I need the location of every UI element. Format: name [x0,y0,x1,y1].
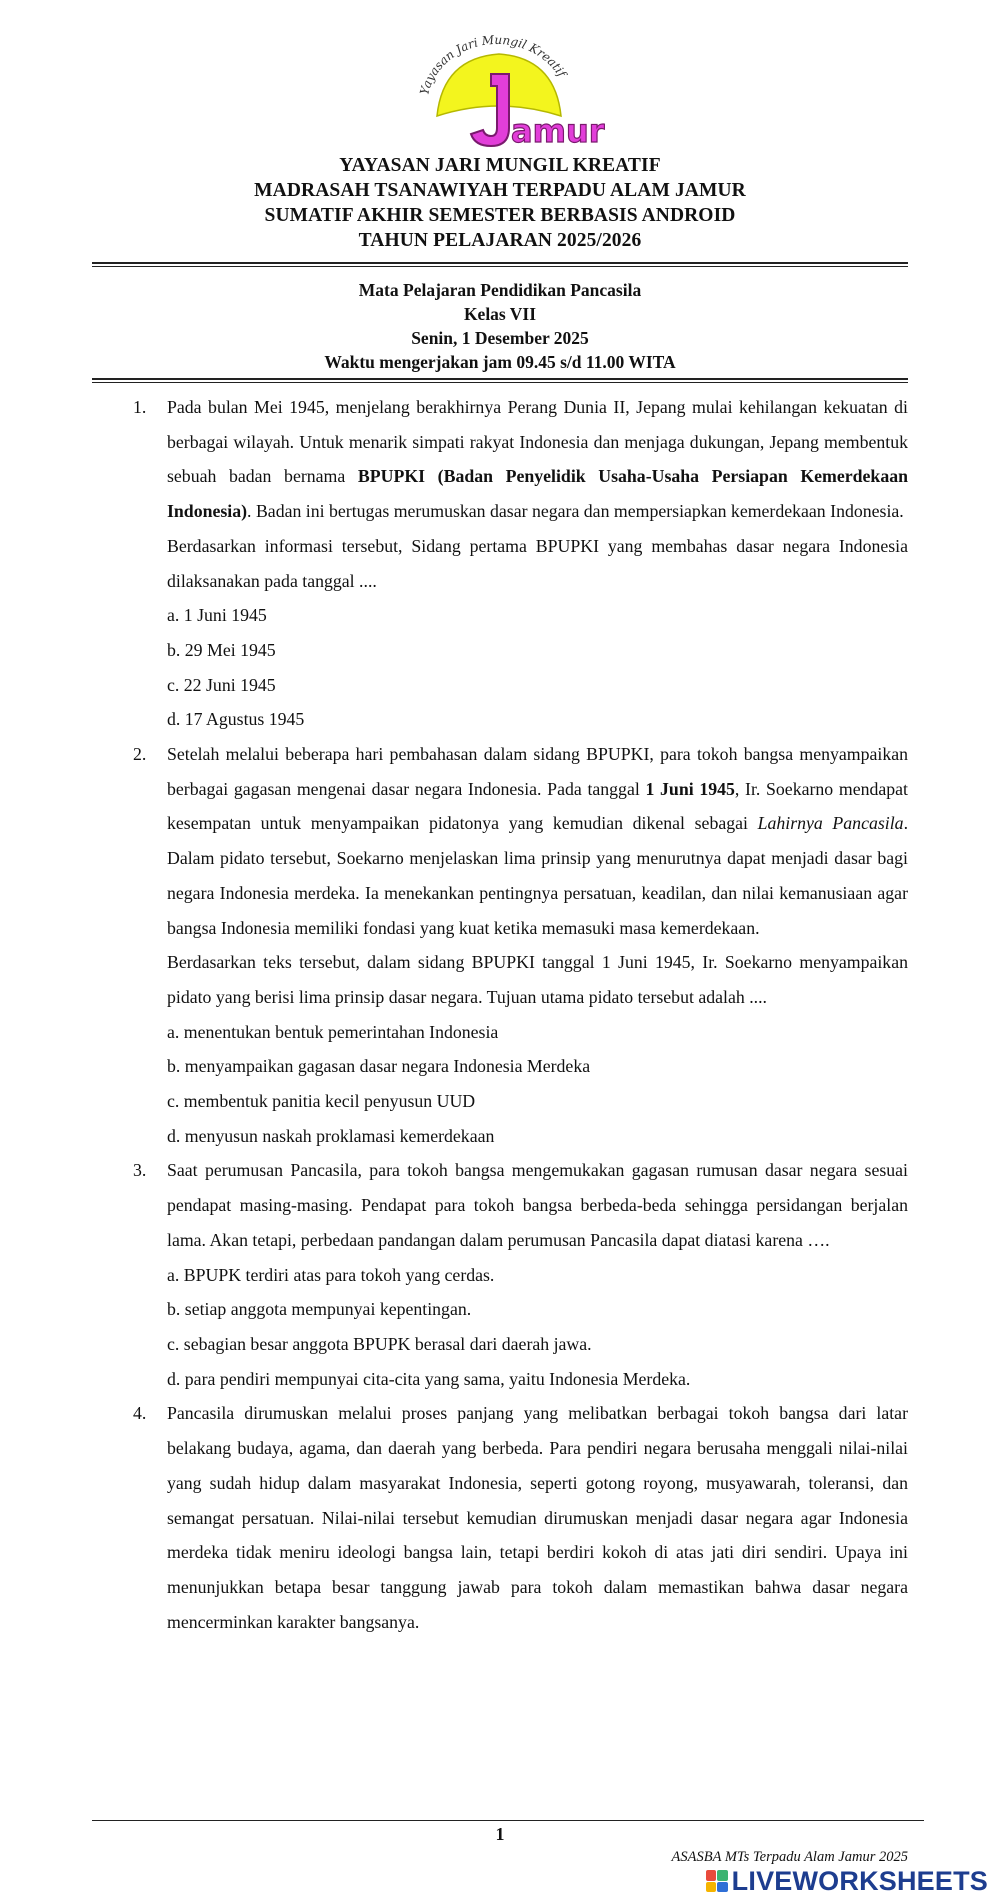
liveworksheets-wordmark: LIVEWORKSHEETS [731,1865,988,1896]
question-1 [133,390,908,737]
header-exam: SUMATIF AKHIR SEMESTER BERBASIS ANDROID [264,205,736,226]
question-stem: Setelah melalui beberapa hari pembahasan dalam sidang BPUPKI, para tokoh bangsa menyampaikan berbagai gagasan mengenai dasar negara Indonesia. Pada tanggal 1 Juni 1945, Ir. Soekarno mendapat kesempatan untuk menyampaikan pidatonya yang kemudian dikenal sebagai Lahirnya Pancasila. Dalam pidato tersebut, Soekarno menjelaskan lima prinsip yang menurutnya dapat menjadi dasar bagi negara Indonesia merdeka. Ia menekankan pentingnya persatuan, keadilan, dan nilai kemanusiaan agar bangsa Indonesia memiliki fondasi yang kuat ketika memasuki masa kemerdekaan. [167,744,909,938]
document-header [92,153,908,253]
option-c[interactable]: c. membentuk panitia kecil penyusun UUD [167,1091,476,1112]
question-stem: Pancasila dirumuskan melalui proses panjang yang melibatkan berbagai tokoh bangsa dari latar belakang budaya, agama, dan daerah yang berbeda. Para pendiri negara berusaha menggali nilai-nilai yang sudah hidup dalam masyarakat Indonesia, seperti gotong royong, musyawarah, toleransi, dan semangat persatuan. Nilai-nilai tersebut kemudian dirumuskan menjadi dasar negara agar Indonesia merdeka tidak meniru ideologi bangsa lain, tetapi berdiri kokoh di atas jati diri sendiri. Upaya ini menunjukkan betapa besar tanggung jawab para tokoh dalam memastikan bahwa dasar negara mencerminkan karakter bangsanya. [167,1403,908,1632]
option-d[interactable]: d. para pendiri mempunyai cita-cita yang sama, yaitu Indonesia Merdeka. [167,1368,691,1389]
logo-word: amur [511,112,605,150]
question-stem: Saat perumusan Pancasila, para tokoh bangsa mengemukakan gagasan rumusan dasar negara sesuai pendapat masing-masing. Pendapat para tokoh bangsa berbeda-beda sehingga persidangan berjalan lama. Akan tetapi, perbedaan pandangan dalam perumusan Pancasila dapat diatasi karena …. [167,1160,908,1250]
question-prompt: Berdasarkan teks tersebut, dalam sidang BPUPKI tanggal 1 Juni 1945, Ir. Soekarno menyampaikan pidato yang berisi lima prinsip dasar negara. Tujuan utama pidato tersebut adalah .... [167,952,908,1007]
question-2 [133,737,908,1153]
exam-grade: Kelas VII [463,304,537,324]
logo-arc-text: Yayasan Jari Mungil Kreatif [417,32,569,97]
footer-divider [92,1820,924,1821]
header-year: TAHUN PELAJARAN 2025/2026 [358,230,642,251]
question-list [133,390,908,1639]
option-d[interactable]: d. 17 Agustus 1945 [167,709,305,730]
liveworksheets-logo-icon [706,1870,728,1892]
exam-subject: Mata Pelajaran Pendidikan Pancasila [358,280,642,300]
option-a[interactable]: a. BPUPK terdiri atas para tokoh yang cerdas. [167,1264,495,1285]
question-number: 3. [133,1160,147,1181]
option-a[interactable]: a. 1 Juni 1945 [167,605,267,626]
option-d[interactable]: d. menyusun naskah proklamasi kemerdekaan [167,1125,495,1146]
question-stem: Pada bulan Mei 1945, menjelang berakhirnya Perang Dunia II, Jepang mulai kehilangan kekuatan di berbagai wilayah. Untuk menarik simpati rakyat Indonesia dan menjaga dukungan, Jepang membentuk sebuah badan bernama BPUPKI (Badan Penyelidik Usaha-Usaha Persiapan Kemerdekaan Indonesia). Badan ini bertugas merumuskan dasar negara dan mempersiapkan kemerdekaan Indonesia. [167,397,908,522]
question-number: 4. [133,1403,147,1424]
option-c[interactable]: c. sebagian besar anggota BPUPK berasal dari daerah jawa. [167,1333,592,1354]
question-4 [133,1396,908,1639]
header-school: MADRASAH TSANAWIYAH TERPADU ALAM JAMUR [254,180,746,201]
question-prompt: Berdasarkan informasi tersebut, Sidang pertama BPUPKI yang membahas dasar negara Indonesia dilaksanakan pada tanggal .... [167,535,908,591]
header-divider [92,262,908,267]
exam-info [92,278,908,374]
option-b[interactable]: b. setiap anggota mempunyai kepentingan. [167,1299,472,1320]
option-b[interactable]: b. menyampaikan gagasan dasar negara Indonesia Merdeka [167,1056,591,1077]
option-c[interactable]: c. 22 Juni 1945 [167,674,276,695]
exam-time: Waktu mengerjakan jam 09.45 s/d 11.00 WITA [324,352,676,372]
school-logo [395,30,605,150]
option-a[interactable]: a. menentukan bentuk pemerintahan Indonesia [167,1021,499,1042]
page-number: 1 [495,1824,505,1844]
exam-date: Senin, 1 Desember 2025 [411,328,589,348]
header-foundation: YAYASAN JARI MUNGIL KREATIF [339,155,661,176]
info-divider [92,378,908,383]
liveworksheets-brand[interactable] [706,1866,988,1896]
jamur-logo-graphic [395,30,605,150]
option-b[interactable]: b. 29 Mei 1945 [167,639,276,660]
question-3 [133,1153,908,1396]
footer-note: ASASBA MTs Terpadu Alam Jamur 2025 [671,1849,908,1865]
question-number: 2. [133,744,147,765]
question-number: 1. [133,397,147,417]
